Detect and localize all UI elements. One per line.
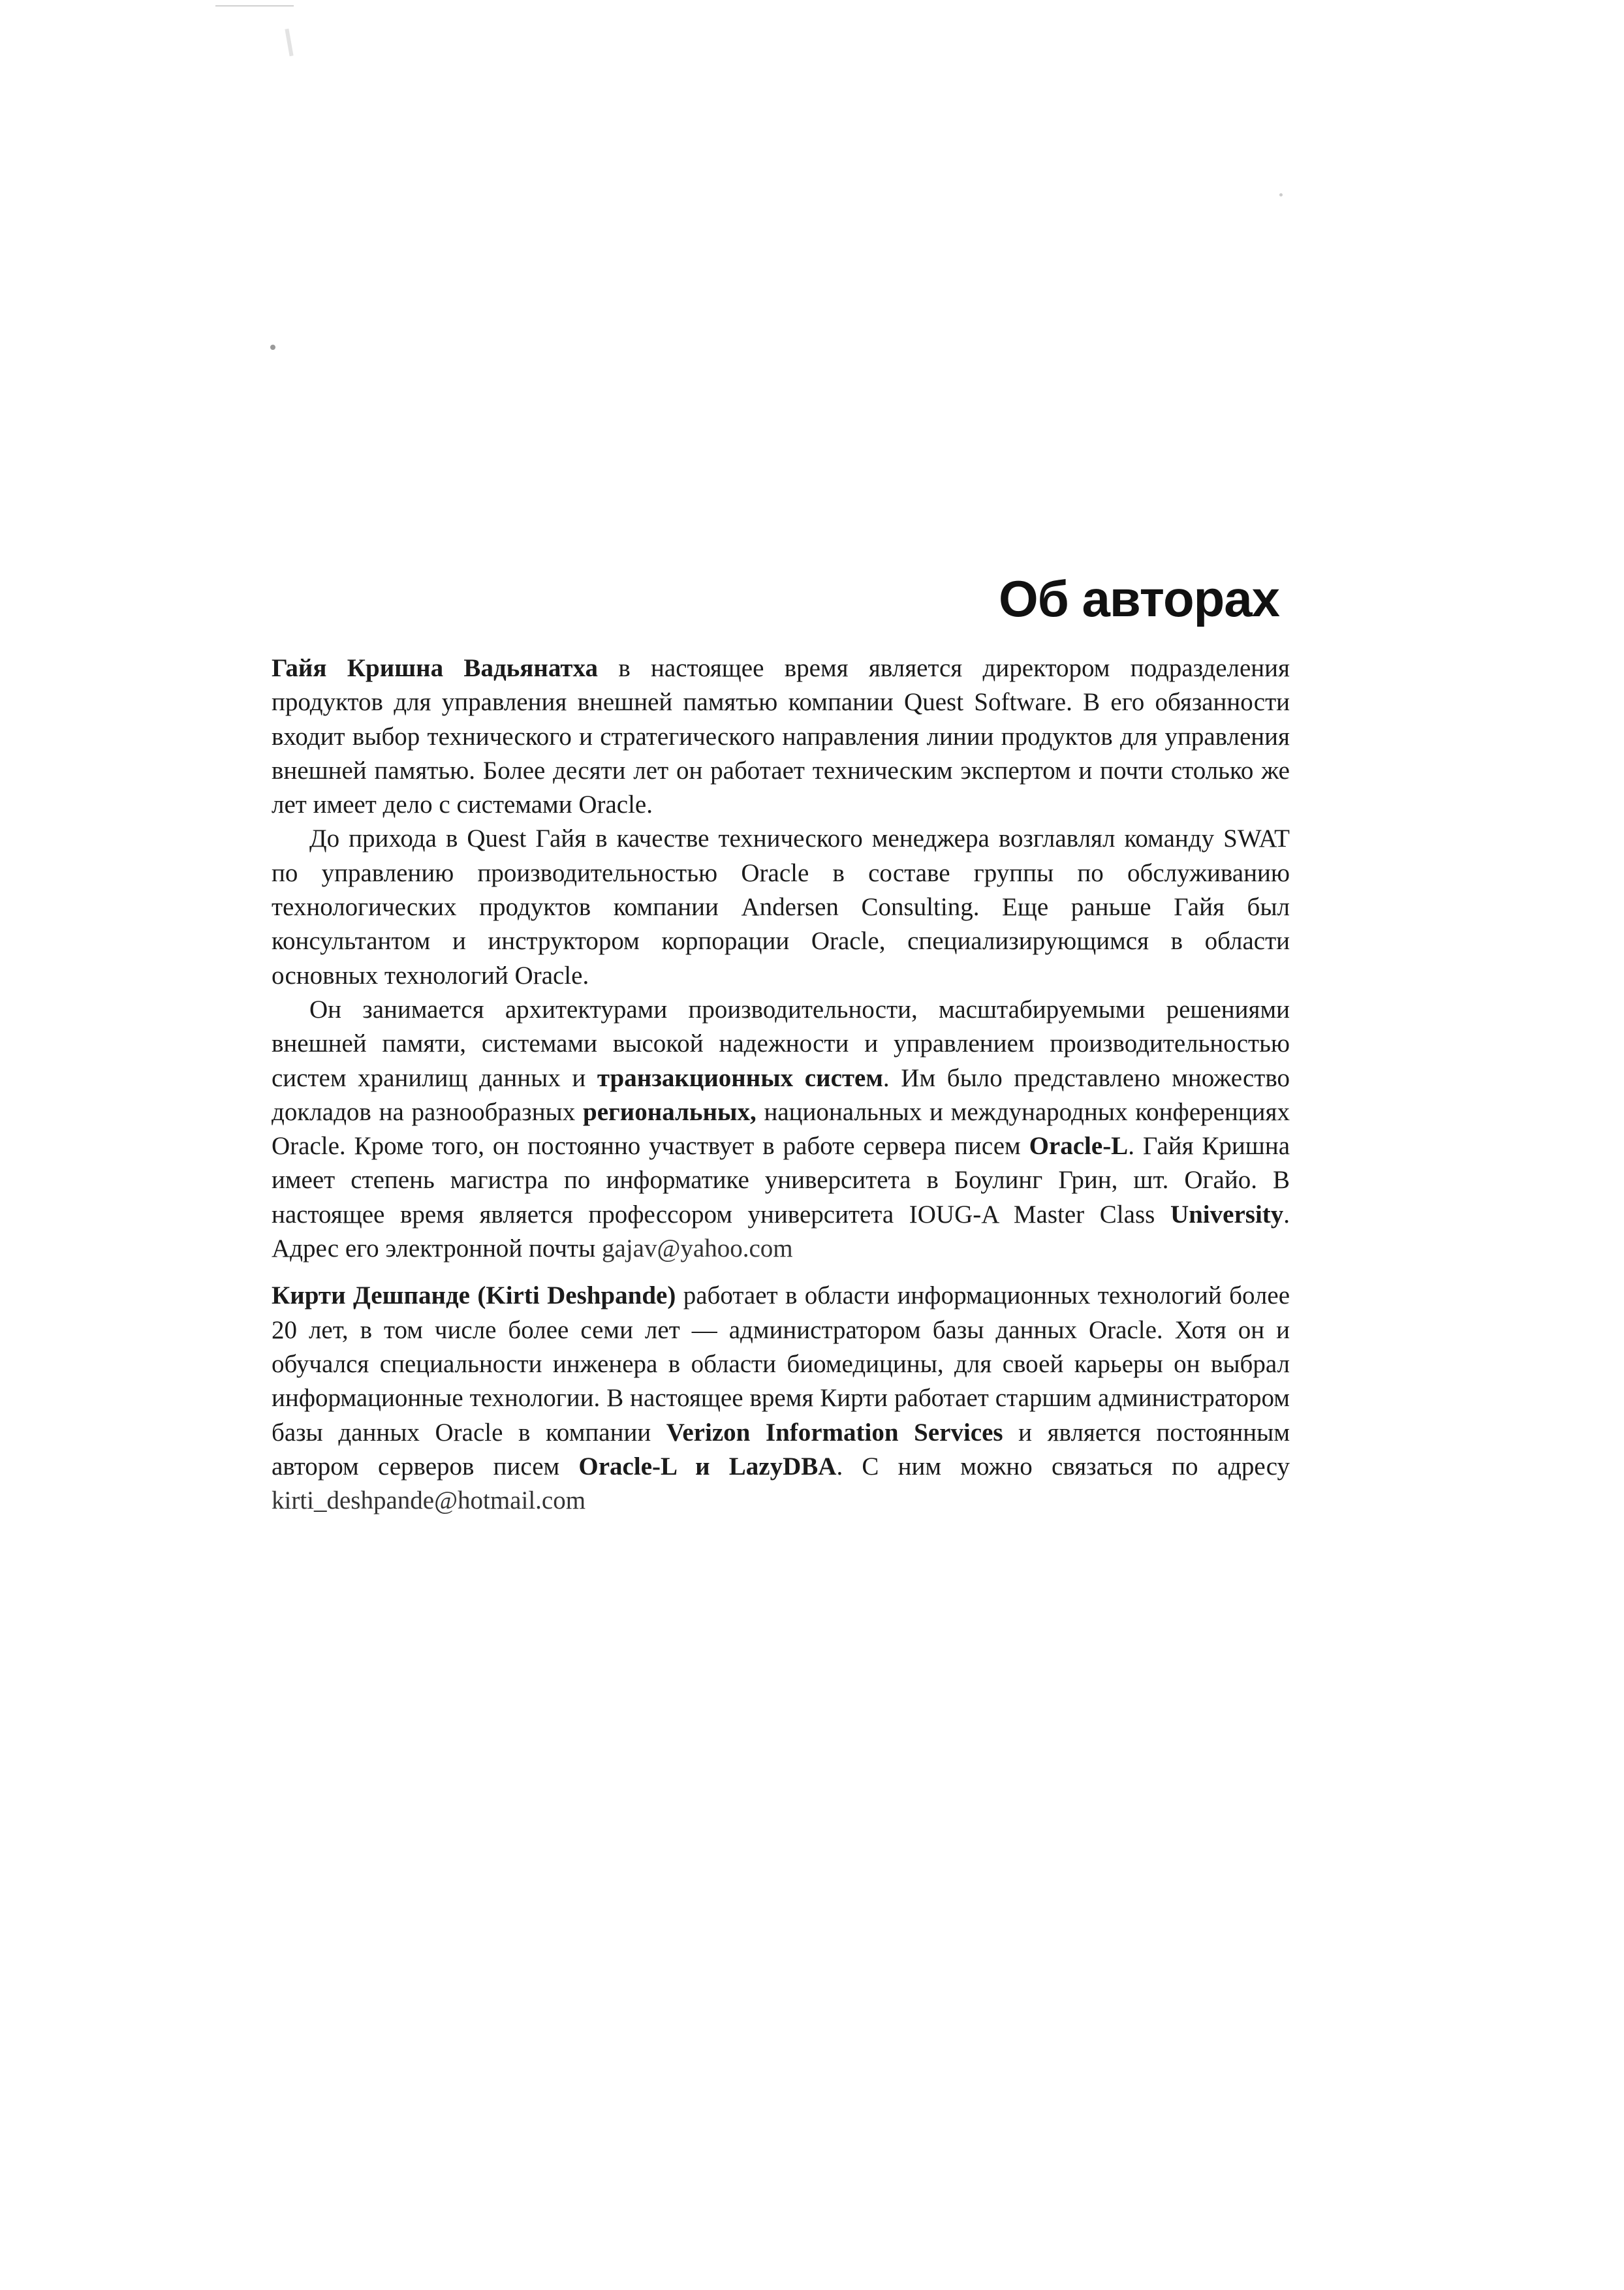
emphasis-term: региональных, [583,1097,757,1126]
emphasis-term: транзакционных систем [597,1063,883,1092]
author-2-name: Кирти Дешпанде (Kirti Deshpande) [272,1281,676,1310]
author-2-email: kirti_deshpande@hotmail.com [272,1486,586,1515]
emphasis-term: Verizon Information Services [666,1418,1003,1447]
emphasis-term: Oracle-L и LazyDBA [578,1452,837,1481]
emphasis-term: Oracle-L [1029,1132,1129,1161]
scan-artifact-dot [270,345,275,350]
emphasis-term: University [1170,1200,1284,1229]
scan-artifact-dot [1279,193,1283,196]
scan-artifact-line [285,29,293,56]
authors-section [272,651,1290,1518]
author-1-email: gajav@yahoo.com [602,1234,793,1263]
author-2-paragraph-1: Кирти Дешпанде (Kirti Deshpande) работает в области информационных технологий более 20 лет, в том числе более семи лет — администратором базы данных Oracle. Хотя он и обучался специальности инженера в области биомедицины, для своей карьеры он выбрал информационные технологии. В настоящее время Кирти работает старшим администратором базы данных Oracle в компании Verizon Information Services и является постоянным автором серверов писем Oracle-L и LazyDBA. С ним можно связаться по адресу kirti_deshpande@hotmail.com [272,1281,1290,1515]
page-title: Об авторах [998,570,1279,628]
author-1-name: Гайя Кришна Вадьянатха [272,654,598,682]
author-1-paragraph-3: Он занимается архитектурами производительности, масштабируемыми решениями внешней памяти, системами высокой надежности и управлением производительностью систем хранилищ данных и транзакционных систем. Им было представлено множество докладов на разнообразных региональных, национальных и международных конференциях Oracle. Кроме того, он постоянно участвует в работе сервера писем Oracle-L. Гайя Кришна имеет степень магистра по информатике университета в Боулинг Грин, шт. Огайо. В настоящее время является профессором университета IOUG-A Master Class University. Адрес его электронной почты gajav@yahoo.com [272,995,1290,1263]
author-1-paragraph-2: До прихода в Quest Гайя в качестве технического менеджера возглавлял команду SWAT по управлению производительностью Oracle в составе группы по обслуживанию технологических продуктов компании Andersen Consulting. Еще раньше Гайя был консультантом и инструктором корпорации Oracle, специализирующимся в области основных технологий Oracle. [272,824,1290,990]
author-1-paragraph-1 [272,651,1290,822]
author-1-intro: в настоящее время является директором подразделения продуктов для управления внешней памятью компании Quest Software. В его обязанности входит выбор технического и стратегического направления линии продуктов для управления внешней памятью. Более десяти лет он работает техническим экспертом и почти столько же лет имеет дело с системами Oracle. [272,654,1290,819]
scan-artifact-line [215,5,294,7]
